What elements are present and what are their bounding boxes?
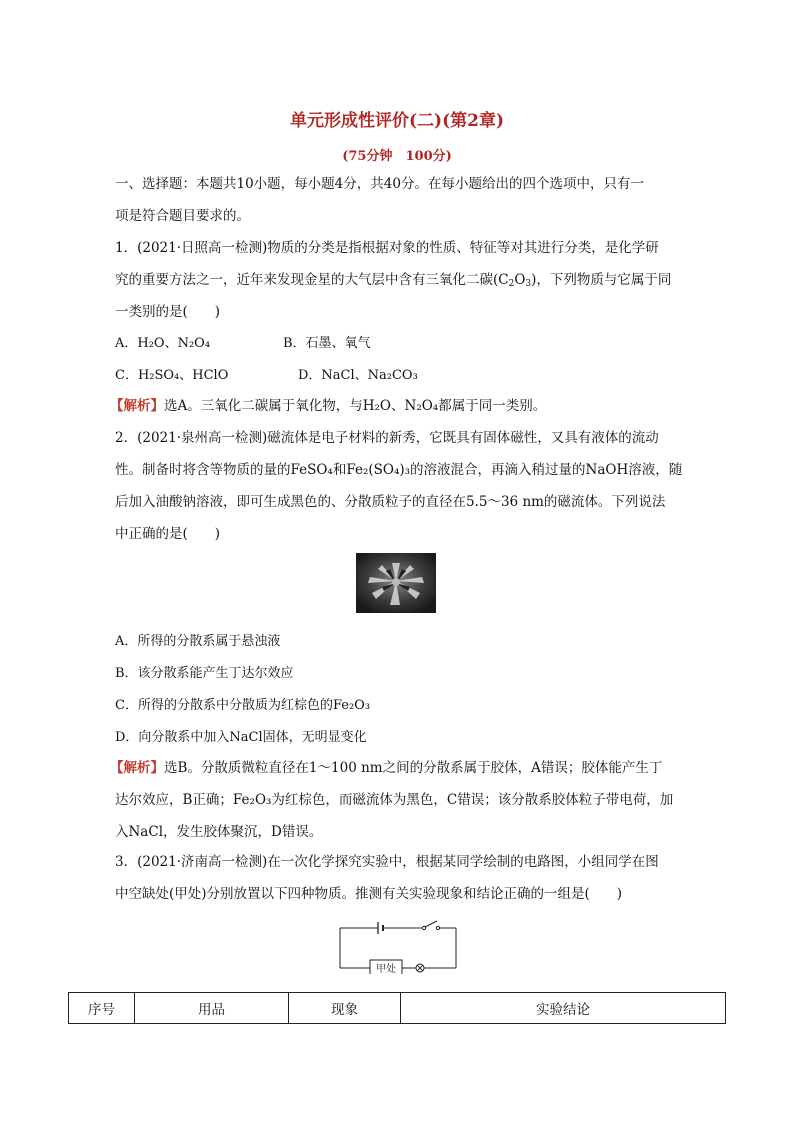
q2-analysis-line1 <box>110 758 662 778</box>
table-header-index: 序号 <box>69 993 135 1024</box>
q1-line2: 究的重要方法之一，近年来发现金星的大气层中含有三氧化二碳$(C_2O_3)$，下列物质与它属于同 <box>115 272 672 289</box>
table-header-conclusion: 实验结论 <box>401 993 726 1024</box>
q2-line2: 性。制备时将含等物质的量的FeSO₄和Fe₂(SO₄)₃的溶液混合，再滴入稍过量的NaOH溶液，随 <box>115 462 683 478</box>
table-header-phenomenon: 现象 <box>289 993 401 1024</box>
q2-analysis-line2: 达尔效应，B正确；Fe₂O₃为红棕色，而磁流体为黑色，C错误；该分散系胶体粒子带电荷，加 <box>115 792 674 808</box>
q1-option-d: D．NaCl、Na₂CO₃ <box>298 368 418 383</box>
q1-option-a: A．H₂O、N₂O₄ <box>115 336 211 351</box>
page-subtitle: (75分钟 100分) <box>342 149 452 164</box>
ferrofluid-image <box>356 553 436 613</box>
q2-line3: 后加入油酸钠溶液，即可生成黑色的、分散质粒子的直径在5.5～36 nm的磁流体。下列说法 <box>115 494 666 510</box>
q2-option-a: A．所得的分散系属于悬浊液 <box>115 634 281 649</box>
circuit-diagram <box>336 918 460 974</box>
q1-option-c: C．H₂SO₄、HClO <box>115 368 229 383</box>
q1-analysis <box>110 396 546 416</box>
q1-line2-b: O <box>514 272 526 288</box>
q2-option-b: B．该分散系能产生丁达尔效应 <box>115 666 294 681</box>
q2-analysis-label: 【解析】 <box>110 760 164 776</box>
q3-line2: 中空缺处(甲处)分别放置以下四种物质。推测有关实验现象和结论正确的一组是( ) <box>115 886 623 902</box>
table-header-item: 用品 <box>135 993 289 1024</box>
circuit-label-jiachu: 甲处 <box>376 964 396 974</box>
q1-line2-c: )，下列物质与它属于同 <box>531 272 672 288</box>
section-instructions-line1: 一、选择题：本题共10小题，每小题4分，共40分。在每小题给出的四个选项中，只有一 <box>115 176 644 192</box>
q2-analysis-line3: 入NaCl，发生胶体聚沉，D错误。 <box>115 824 323 840</box>
section-instructions-line2: 项是符合题目要求的。 <box>115 208 250 224</box>
q1-option-b: B．石墨、氧气 <box>283 336 371 351</box>
table-header-row <box>69 993 726 1024</box>
switch-lever <box>425 921 437 927</box>
q2-option-d: D．向分散系中加入NaCl固体，无明显变化 <box>115 730 367 745</box>
q2-line1: 2．(2021·泉州高一检测)磁流体是电子材料的新秀，它既具有固体磁性，又具有液体的流动 <box>115 430 659 446</box>
q1-analysis-label: 【解析】 <box>110 398 164 414</box>
q2-analysis-text1: 选B。分散质微粒直径在1～100 nm之间的分散系属于胶体，A错误；胶体能产生丁 <box>164 760 663 776</box>
page-title: 单元形成性评价(二)(第2章) <box>289 111 504 131</box>
q3-line1: 3．(2021·济南高一检测)在一次化学探究实验中，根据某同学绘制的电路图，小组同学在图 <box>115 854 659 870</box>
q1-line2-a: 究的重要方法之一，近年来发现金星的大气层中含有三氧化二碳(C <box>115 272 509 288</box>
q1-analysis-text: 选A。三氧化二碳属于氧化物，与H₂O、N₂O₄都属于同一类别。 <box>164 398 547 414</box>
q1-line1: 1．(2021·日照高一检测)物质的分类是指根据对象的性质、特征等对其进行分类，是化学研 <box>115 240 659 256</box>
experiment-table <box>68 992 726 1024</box>
q1-line3: 一类别的是( ) <box>115 304 221 320</box>
q2-line4: 中正确的是( ) <box>115 526 221 542</box>
q2-option-c: C．所得的分散系中分散质为红棕色的Fe₂O₃ <box>115 698 371 713</box>
